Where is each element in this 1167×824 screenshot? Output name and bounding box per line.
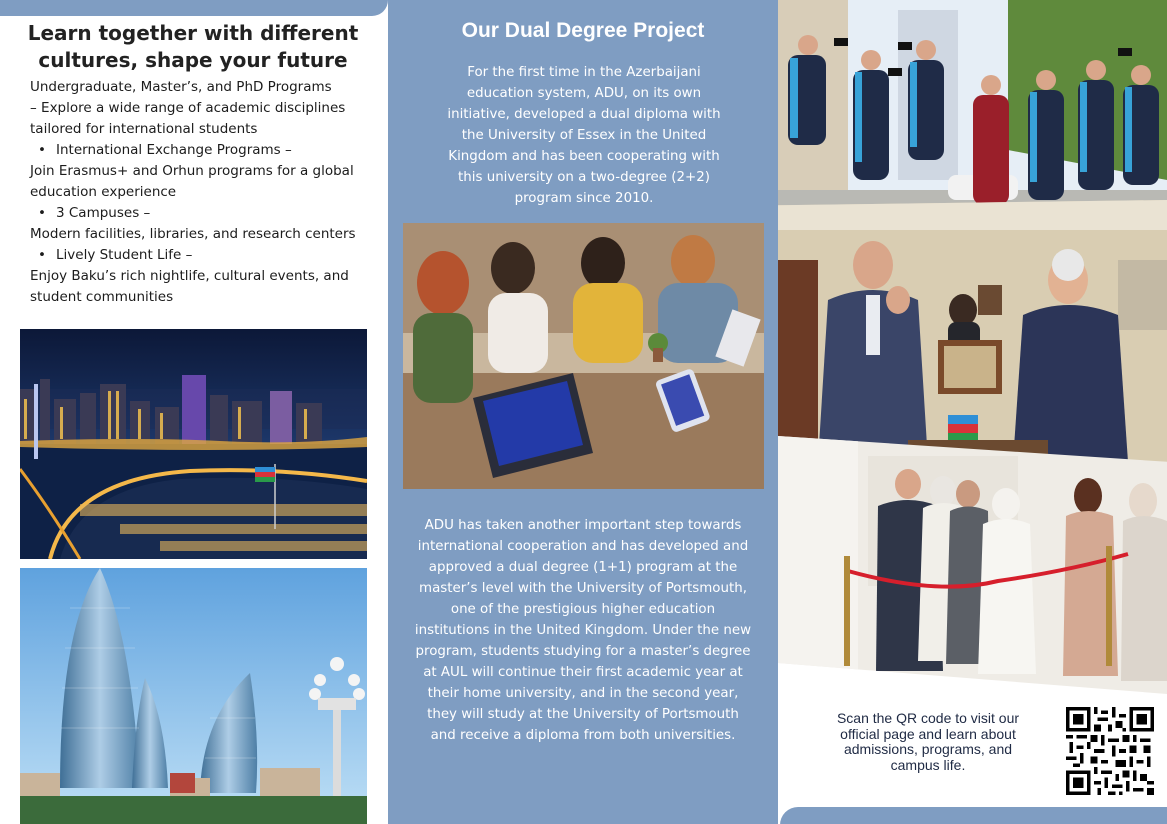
essex-paragraph: For the first time in the Azerbaijani education system, ADU, on its own initiative, developed a dual diploma with the University of Essex in the United Kingdom and has been cooperating with this university on a two-degree (2+2) program since 2010.: [447, 65, 721, 206]
graduation-photo: [778, 0, 1167, 226]
bullet-student-life-desc: Enjoy Baku’s rich nightlife, cultural events, and student communities: [30, 268, 349, 305]
top-tab-decoration: [0, 0, 388, 16]
bullet-campuses-desc: Modern facilities, libraries, and research centers: [30, 226, 356, 242]
students-laptops-photo: [403, 223, 764, 489]
left-panel: [0, 0, 388, 824]
bullet-exchange-title: • International Exchange Programs –: [30, 140, 375, 161]
qr-instructions: Scan the QR code to visit our official page and learn about admissions, programs, and campus life.: [836, 710, 1020, 773]
flame-towers-photo: [20, 568, 367, 824]
left-heading: Learn together with different cultures, shape your future: [27, 21, 359, 72]
programs-list: [30, 77, 375, 308]
bottom-tab-decoration: [780, 807, 1167, 824]
bullet-campuses-title: • 3 Campuses –: [30, 203, 375, 224]
portsmouth-paragraph: ADU has taken another important step towards international cooperation and has developed and approved a dual degree (1+1) program at the master’s level with the University of Portsmouth, one of the prestigious higher education institutions in the United Kingdom. Under the new program, students studying for a master’s degree at AUL will continue their first academic year at their home university, and in the second year, they will study at the University of Portsmouth and receive a diploma from both universities.: [414, 518, 752, 743]
bullet-exchange-desc: Join Erasmus+ and Orhun programs for a global education experience: [30, 163, 354, 200]
bullet-student-life-title: • Lively Student Life –: [30, 245, 375, 266]
middle-panel: [388, 0, 778, 824]
qr-code[interactable]: [1066, 707, 1154, 795]
intro-desc: – Explore a wide range of academic disciplines tailored for international students: [30, 100, 346, 137]
intro-title: Undergraduate, Master’s, and PhD Programs: [30, 79, 332, 95]
dual-degree-heading: Our Dual Degree Project: [461, 19, 705, 42]
baku-night-photo: [20, 329, 367, 559]
diploma-handover-photo: [778, 200, 1167, 462]
right-panel: [778, 0, 1167, 824]
ribbon-cutting-photo: [778, 436, 1167, 694]
